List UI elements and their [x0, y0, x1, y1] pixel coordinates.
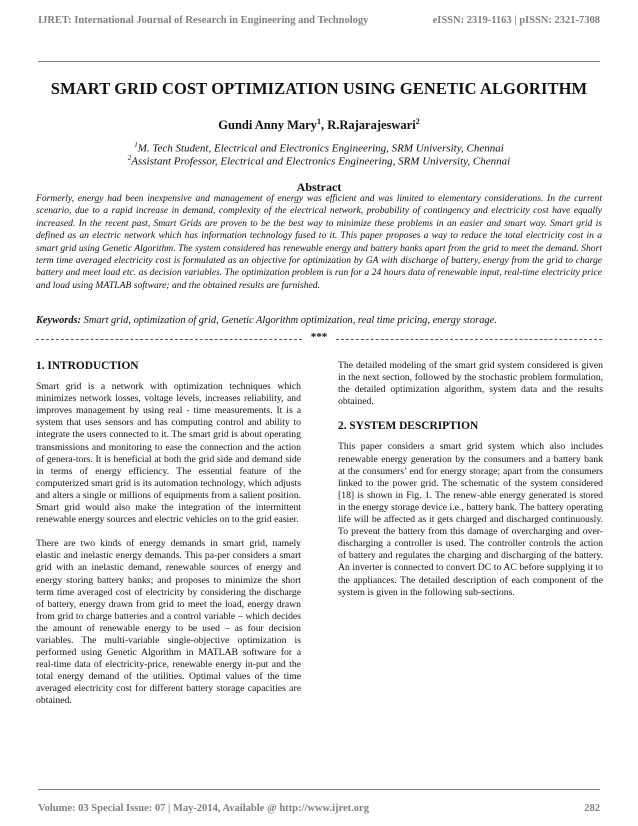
intro-paragraph-1: Smart grid is a network with optimization techniques which minimizes network losses, voltage levels, increases reliability, and improves management by using real - time measurements. It is a system that uses sensors and has computing control and ability to integrate the users connected to it. The smart grid is about operating transmissions and monitoring to ease the connection and the action of genera-tors. It is beneficial at both the grid side and demand side in terms of energy efficiency. The essential feature of the computerized smart grid is its automation technology, which adjusts and alters a single or millions of equipments from a salient position. Smart grid would also make the integration of the intermittent renewable energy sources and electric vehicles on to the grid easier.	[36, 381, 301, 526]
system-description-paragraph: This paper considers a smart grid system which also includes renewable energy generation by the consumers and a battery bank at the consumers’ end for energy storage; apart from the consumers linked to the power grid. The schematic of the system considered [18] is shown in Fig. 1. The renew-able energy generated is stored in the energy storage device i.e., battery bank. The battery operating life will be affected as it gets charged and discharged continuously. To prevent the battery from this damage of overcharging and over-discharging a controller is used. The controller controls the action of battery and regulates the charging and discharging of the battery. An inverter is connected to convert DC to AC before supplying it to the appliances. The detailed description of each component of the system is given in the following sub-sections.	[338, 441, 603, 598]
keywords-text: Smart grid, optimization of grid, Genetic Algorithm optimization, real time pricing, energy storage.	[81, 315, 497, 326]
header-rule	[38, 61, 600, 62]
paper-title: SMART GRID COST OPTIMIZATION USING GENETIC ALGORITHM	[50, 79, 588, 98]
affiliation-1-sup: 1	[134, 141, 138, 149]
issn-info: eISSN: 2319-1163 | pISSN: 2321-7308	[432, 15, 600, 26]
affiliation-2-sup: 2	[127, 154, 132, 162]
running-footer	[38, 803, 600, 814]
intro-paragraph-2: There are two kinds of energy demands in smart grid, namely elastic and inelastic energy demands. This pa-per considers a smart grid with an inelastic demand, renewable sources of energy and energy storing battery banks; and proposes to minimize the short term time averaged cost of electricity by considering the discharge of battery, energy drawn from grid to meet the load, energy drawn from grid to charge batteries and a control variable – which decides the amount of renewable energy to be used – as four decision variables. The multi-variable single-objective optimization is performed using Genetic Algorithm in MATLAB software for a real-time data of electricity-price, renewable energy in-put and the total energy demand of the utilities. Optimal values of the time averaged electricity cost for different battery storage capacities are obtained.	[36, 538, 301, 707]
author-2: R.Rajarajeswari	[327, 118, 416, 133]
affiliation-1-text: M. Tech Student, Electrical and Electronics Engineering, SRM University, Chennai	[137, 142, 504, 155]
separator-dash-right	[336, 339, 602, 340]
section-separator	[36, 332, 602, 346]
right-column	[338, 360, 603, 611]
affiliation-2	[20, 154, 618, 168]
running-header	[38, 15, 600, 26]
author-line	[20, 117, 618, 133]
author-1-sup: 1	[316, 117, 321, 126]
keywords-label: Keywords:	[36, 315, 82, 326]
affiliation-2-text: Assistant Professor, Electrical and Electronics Engineering, SRM University, Chennai	[131, 155, 511, 168]
section-1-heading: 1. INTRODUCTION	[36, 360, 139, 372]
author-separator: ,	[320, 118, 328, 133]
author-1: Gundi Anny Mary	[218, 118, 317, 133]
journal-name: IJRET: International Journal of Research in Engineering and Technology	[38, 15, 369, 26]
volume-info: Volume: 03 Special Issue: 07 | May-2014, Available @ http://www.ijret.org	[38, 803, 369, 814]
abstract-text: Formerly, energy had been inexpensive and management of energy was efficient and was limited to elementary considerations. In the current scenario, due to a rapid increase in demand, complexity of the electrical network, probability of contingency and electricity cost have equally increased. In the recent past, Smart Grids are proven to be the best way to minimize these problems in an easier and smart way. Smart grid is defined as an electric network which has information technology fused to it. This paper proposes a way to reduce the total electricity cost in a smart grid using Genetic Algorithm. The system considered has renewable energy and battery banks apart from the grid to meet the demand. Short term time averaged electricity cost is formulated as an objective for optimization by GA with discharge of battery, energy from the grid to charge battery and meet load etc. as decision variables. The optimization problem is run for a 24 hours data of renewable input, real-time electricity price and load using MATLAB software; and the obtained results are furnished.	[36, 193, 602, 291]
section-2-heading: 2. SYSTEM DESCRIPTION	[338, 420, 479, 433]
abstract-heading: Abstract	[296, 180, 342, 194]
footer-rule	[38, 789, 600, 790]
keywords	[36, 314, 602, 327]
author-2-sup: 2	[415, 117, 420, 126]
separator-stars: ***	[310, 331, 328, 343]
left-column	[36, 360, 301, 720]
page-number: 282	[584, 803, 600, 814]
affiliation-1	[20, 141, 618, 155]
intro-paragraph-3: The detailed modeling of the smart grid system considered is given in the next section, followed by the stochastic problem formulation, the detailed optimization algorithm, system data and the results obtained.	[338, 360, 603, 408]
